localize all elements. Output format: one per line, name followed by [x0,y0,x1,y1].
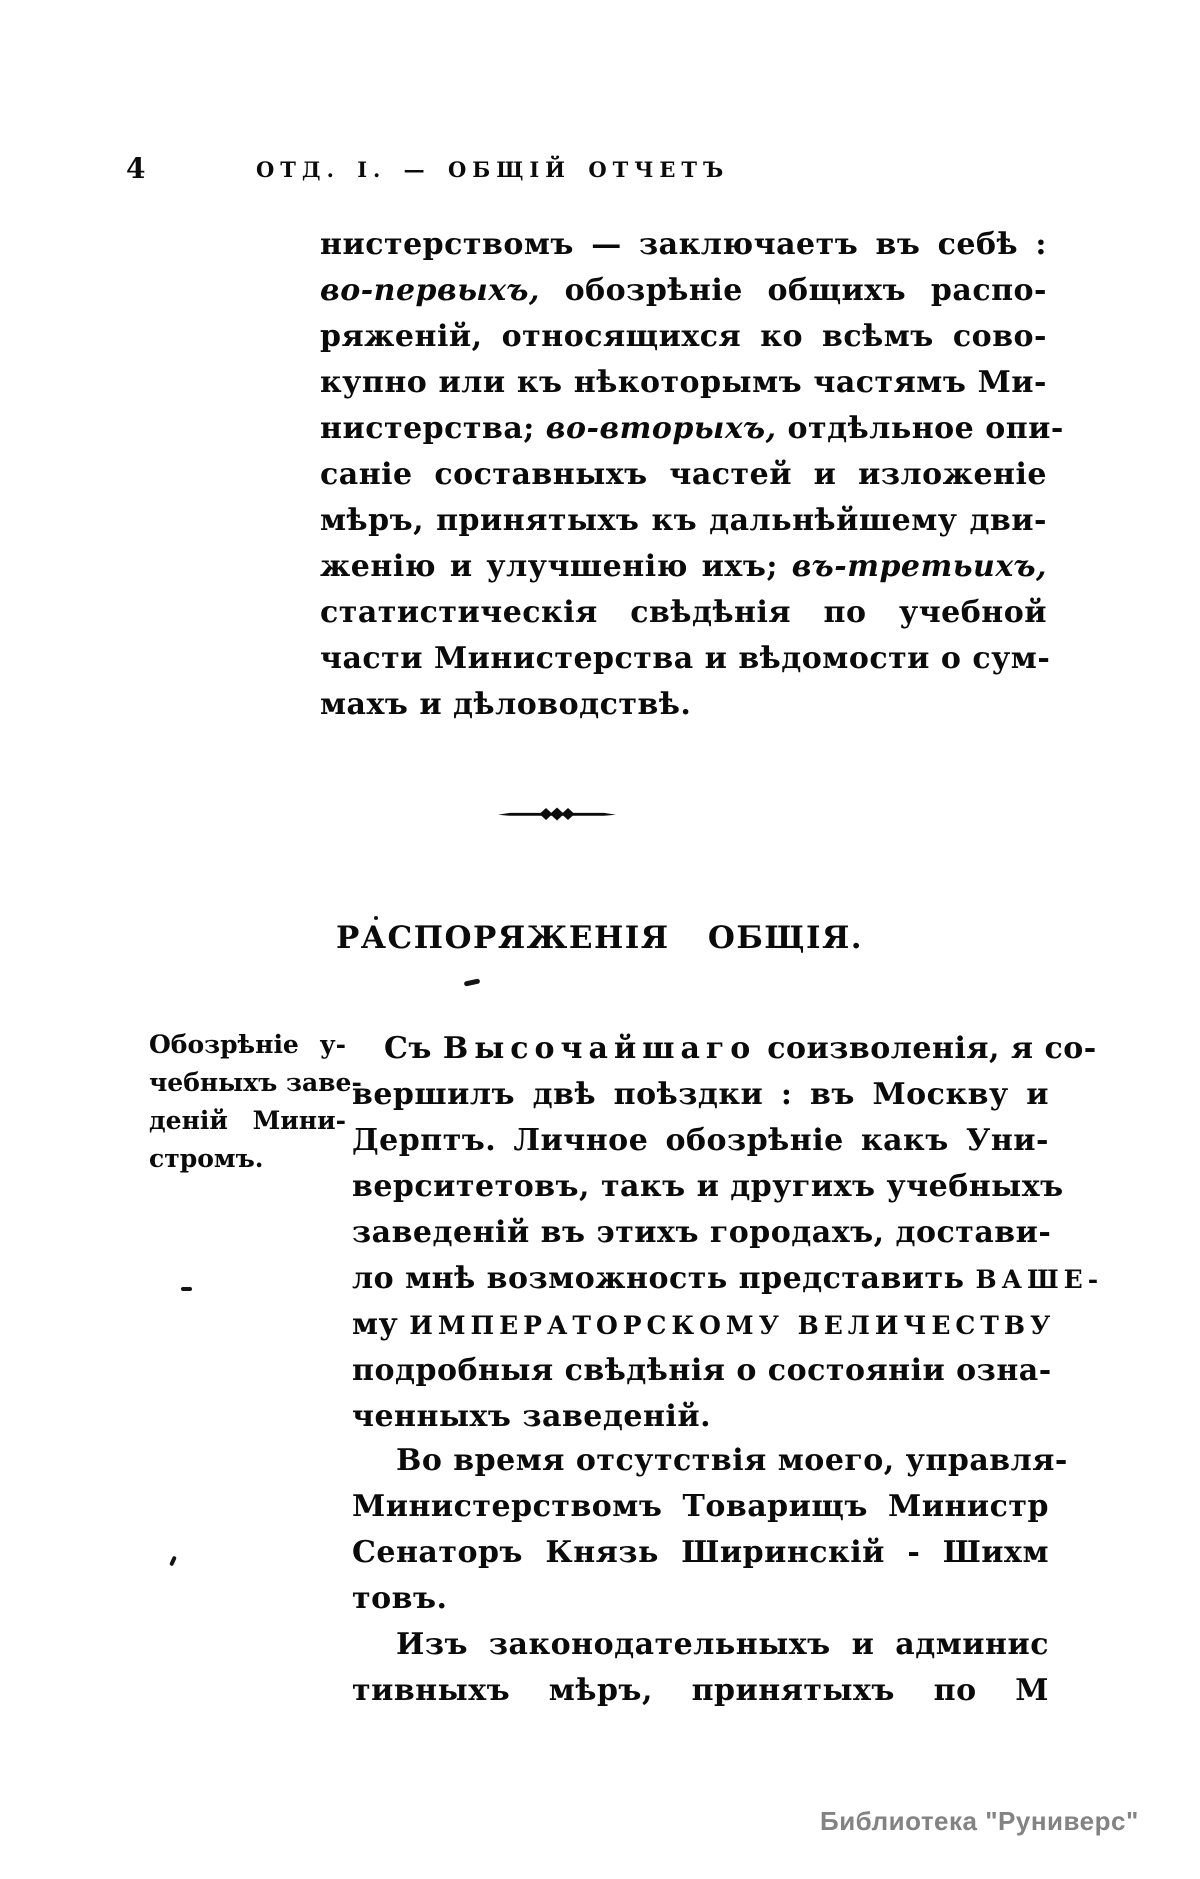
text-line: нистерства; во-вторыхъ, отдѣльное опи- [320,411,1064,446]
running-header: ОТД. I. — ОБЩІЙ ОТЧЕТЪ [256,157,730,182]
text-line: товъ. [352,1581,448,1616]
text-line: во-первыхъ, обозрѣніе общихъ распо- [320,273,1047,308]
library-watermark: Библиотека "Руниверс" [820,1806,1139,1836]
margin-note-line: стромъ. [149,1144,264,1173]
scan-artifact [181,1287,192,1291]
italic-phrase: во-вторыхъ, [545,411,777,446]
text-line: купно или къ нѣкоторымъ частямъ Ми- [320,365,1047,400]
text-line: подробныя свѣдѣнія о состояніи озна- [352,1353,1052,1388]
text-line: ло мнѣ возможность представить ВАШЕ- [352,1261,1104,1296]
scan-artifact [374,916,378,920]
paragraph-3 [352,1438,1068,1622]
text-line: мѣръ, принятыхъ къ дальнѣйшему дви- [320,503,1047,538]
text-line: женію и улучшенію ихъ; въ-третьихъ, [320,549,1047,584]
text-line: заведеній въ этихъ городахъ, достави- [352,1215,1052,1250]
text-line: Во время отсутствія моего, управля- [396,1443,1068,1478]
text-line: вершилъ двѣ поѣздки : въ Москву и [352,1077,1049,1112]
text-line: Изъ законодательныхъ и админис [396,1627,1049,1662]
margin-note-line: деній Мини- [149,1106,346,1135]
text-line: Дерптъ. Личное обозрѣніе какъ Уни- [352,1123,1049,1158]
text-line: тивныхъ мѣръ, принятыхъ по М [352,1673,1049,1708]
paragraph-1 [320,222,1064,728]
paragraph-4 [352,1622,1049,1714]
italic-phrase: во-первыхъ, [320,273,540,308]
text-line: ченныхъ заведеній. [352,1399,712,1434]
margin-note-line: чебныхъ заве- [149,1068,362,1097]
text-line: нистерствомъ — заключаетъ въ себѣ : [320,227,1047,262]
divider-ornament-icon [498,806,616,822]
scan-artifact [464,978,481,986]
paragraph-2 [352,1026,1104,1440]
text-line: Съ Высочайшаго соизволенія, я со- [384,1031,1097,1066]
text-line: статистическія свѣдѣнія по учебной [320,595,1047,630]
smallcaps-emphasis: ВАШЕ- [975,1265,1104,1294]
scan-artifact [169,1556,177,1567]
text-line: верситетовъ, такъ и другихъ учебныхъ [352,1169,1064,1204]
text-line: му ИМПЕРАТОРСКОМУ ВЕЛИЧЕСТВУ [352,1307,1056,1342]
italic-phrase: въ-третьихъ, [791,549,1047,584]
text-line: Министерствомъ Товарищъ Министр [352,1489,1049,1524]
letterspaced-emphasis: Высочайшаго [442,1031,757,1066]
text-line: ряженій, относящихся ко всѣмъ сово- [320,319,1047,354]
text-line: махъ и дѣловодствѣ. [320,687,692,722]
section-heading: РАСПОРЯЖЕНІЯ ОБЩІЯ. [336,920,864,956]
text-line: саніе составныхъ частей и изложеніе [320,457,1047,492]
text-line: Сенаторъ Князь Ширинскій - Шихм [352,1535,1049,1570]
page-number: 4 [126,152,146,185]
text-line: части Министерства и вѣдомости о сум- [320,641,1051,676]
margin-note [149,1026,362,1178]
smallcaps-emphasis: ИМПЕРАТОРСКОМУ ВЕЛИЧЕСТВУ [409,1311,1056,1340]
margin-note-line: Обозрѣніе у- [149,1030,346,1059]
